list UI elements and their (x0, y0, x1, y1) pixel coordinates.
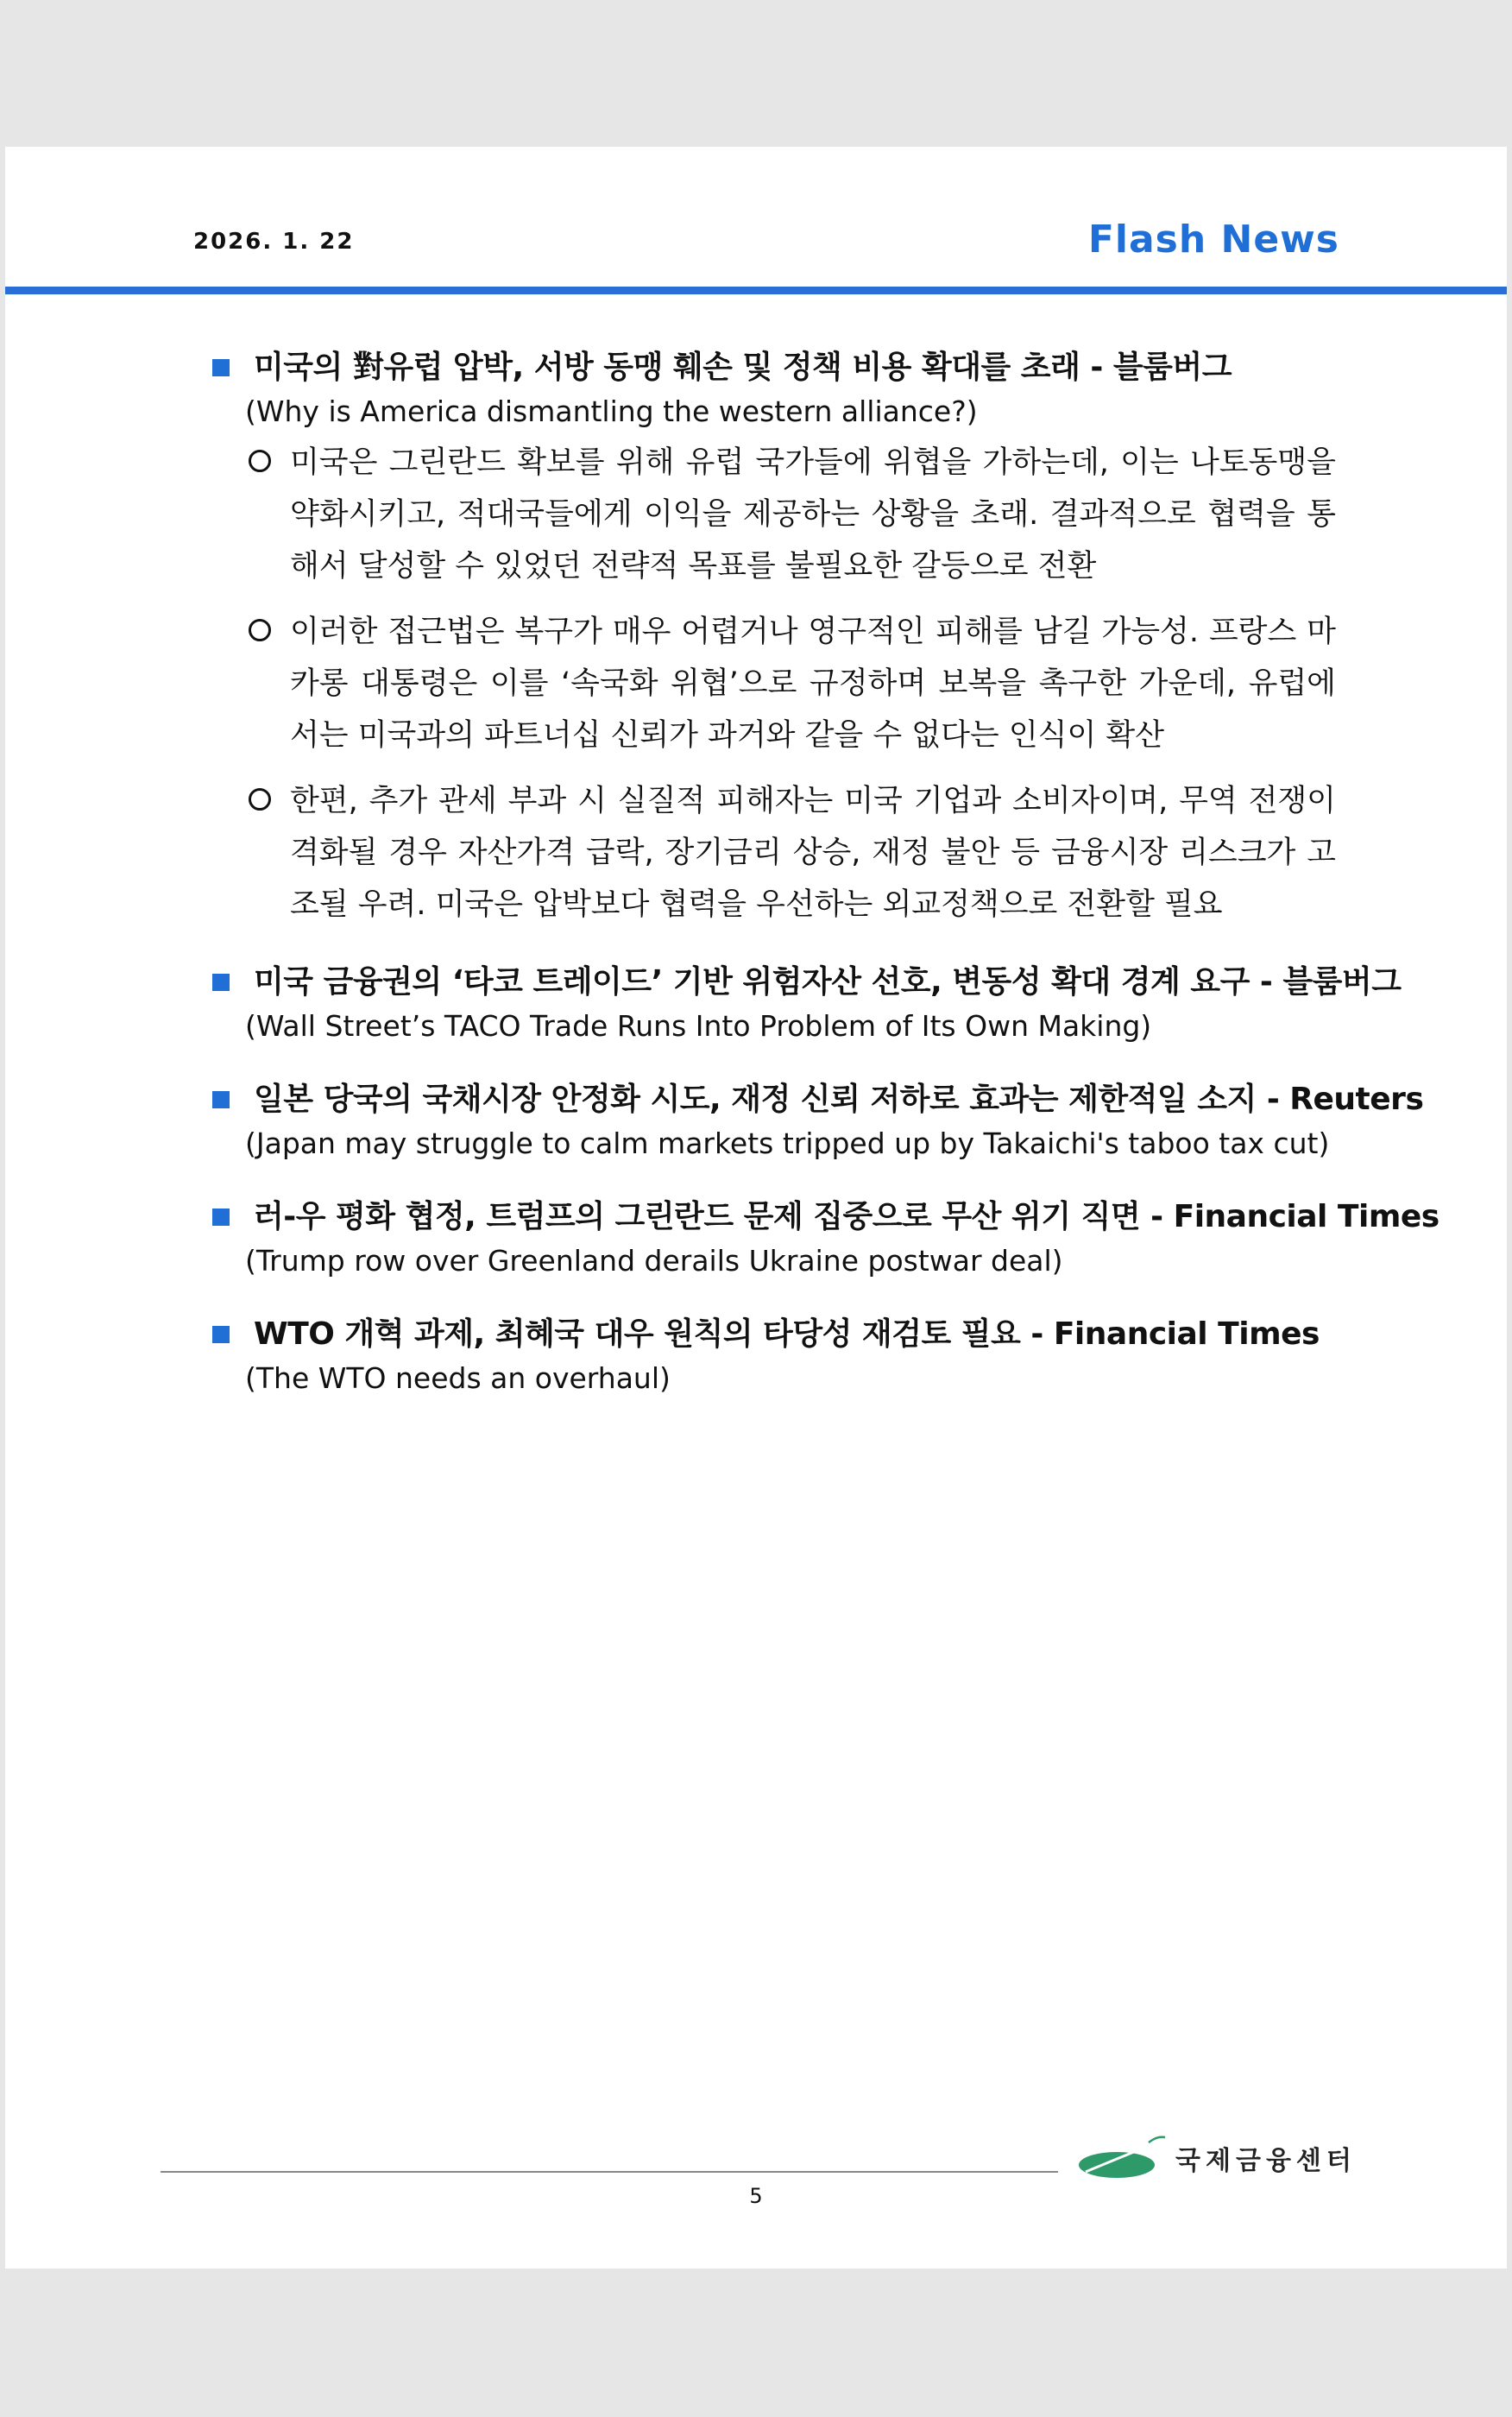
english-title: (Why is America dismantling the western alliance?) (245, 394, 978, 428)
news-item (205, 1312, 1336, 1400)
english-title: (Trump row over Greenland derails Ukraine postwar deal) (245, 1244, 1063, 1278)
news-item (205, 1077, 1424, 1165)
point-text: 이러한 접근법은 복구가 매우 어렵거나 영구적인 피해를 남길 가능성. 프랑스 마카롱 대통령은 이를 ‘속국화 위협’으로 규정하며 보복을 촉구한 가운데, 유럽에서는 미국과의 파트너십 신뢰가 과거와 같을 수 없다는 인식이 확산 (290, 615, 1336, 753)
news-headline (205, 345, 1336, 390)
news-headline (205, 960, 1402, 1005)
flash-news-title: Flash News (1087, 218, 1339, 262)
point-text: 한편, 추가 관세 부과 시 실질적 피해자는 미국 기업과 소비자이며, 무역 전쟁이 격화될 경우 자산가격 급락, 장기금리 상승, 재정 불안 등 금융시장 리스크가 고조될 우려. 미국은 압박보다 협력을 우선하는 외교정책으로 전환할 필요 (290, 784, 1336, 922)
headline-text: 일본 당국의 국채시장 안정화 시도, 재정 신뢰 저하로 효과는 제한적일 소지 - Reuters (254, 1082, 1424, 1117)
headline-text: 미국의 對유럽 압박, 서방 동맹 훼손 및 정책 비용 확대를 초래 - 블룸버그 (254, 350, 1232, 385)
english-title: (Wall Street’s TACO Trade Runs Into Problem of Its Own Making) (245, 1009, 1152, 1043)
square-bullet-icon (212, 1326, 230, 1343)
english-title: (The WTO needs an overhaul) (245, 1361, 671, 1395)
square-bullet-icon (212, 974, 230, 991)
news-list (205, 345, 1440, 1429)
headline-text: 미국 금융권의 ‘타코 트레이드’ 기반 위험자산 선호, 변동성 확대 경계 요구 - 블룸버그 (254, 964, 1402, 1000)
page-number: 5 (749, 2184, 763, 2208)
square-bullet-icon (212, 1091, 230, 1108)
document-page (5, 147, 1507, 2269)
circle-bullet-icon (249, 788, 271, 811)
news-headline (205, 1195, 1440, 1240)
news-headline (205, 1312, 1336, 1357)
footer-divider (161, 2171, 1058, 2173)
circle-bullet-icon (249, 450, 271, 472)
news-headline (205, 1077, 1424, 1122)
english-title: (Japan may struggle to calm markets tripped up by Takaichi's taboo tax cut) (245, 1126, 1330, 1160)
news-item (205, 1195, 1440, 1283)
circle-bullet-icon (249, 619, 271, 641)
square-bullet-icon (212, 359, 230, 376)
summary-point (245, 437, 1336, 592)
header-divider (5, 287, 1507, 294)
leaf-logo-icon (1075, 2132, 1170, 2184)
summary-point (245, 606, 1336, 761)
headline-text: WTO 개혁 과제, 최혜국 대우 원칙의 타당성 재검토 필요 - Financial Times (254, 1316, 1320, 1352)
kcif-logo (1075, 2132, 1357, 2184)
point-text: 미국은 그린란드 확보를 위해 유럽 국가들에 위협을 가하는데, 이는 나토동맹을 약화시키고, 적대국들에게 이익을 제공하는 상황을 초래. 결과적으로 협력을 통해서 달성할 수 있었던 전략적 목표를 불필요한 갈등으로 전환 (290, 445, 1336, 584)
news-item (205, 345, 1336, 931)
logo-text: 국제금융센터 (1175, 2146, 1357, 2176)
report-date: 2026. 1. 22 (193, 229, 355, 255)
headline-text: 러-우 평화 협정, 트럼프의 그린란드 문제 집중으로 무산 위기 직면 - Financial Times (254, 1199, 1440, 1234)
summary-point (245, 775, 1336, 931)
news-item (205, 960, 1402, 1048)
square-bullet-icon (212, 1208, 230, 1226)
summary-points (245, 437, 1336, 931)
